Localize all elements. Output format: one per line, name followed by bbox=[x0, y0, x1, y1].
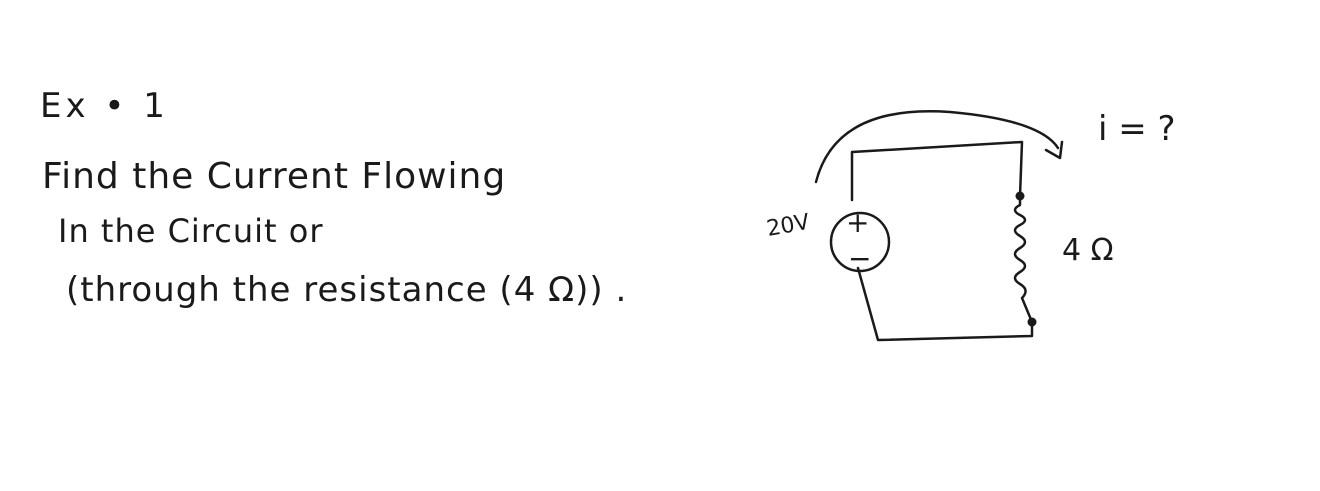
question-line-1: Find the Current Flowing bbox=[42, 156, 507, 197]
source-voltage-label: 20V bbox=[764, 209, 812, 242]
source-minus-sign: − bbox=[848, 242, 872, 275]
current-label: i = ? bbox=[1098, 109, 1176, 149]
top-wire bbox=[852, 142, 1022, 200]
source-plus-sign: + bbox=[846, 206, 870, 239]
resistor-label: 4 Ω bbox=[1062, 233, 1114, 268]
bottom-wire bbox=[858, 268, 1032, 340]
example-number: Ex • 1 bbox=[40, 86, 169, 126]
junction-dot-bottom bbox=[1028, 318, 1037, 327]
junction-dot-top bbox=[1016, 192, 1025, 201]
question-line-2: In the Circuit or bbox=[58, 212, 324, 250]
resistor-zigzag bbox=[1015, 196, 1032, 322]
question-line-3: (through the resistance (4 Ω)) . bbox=[66, 270, 628, 310]
